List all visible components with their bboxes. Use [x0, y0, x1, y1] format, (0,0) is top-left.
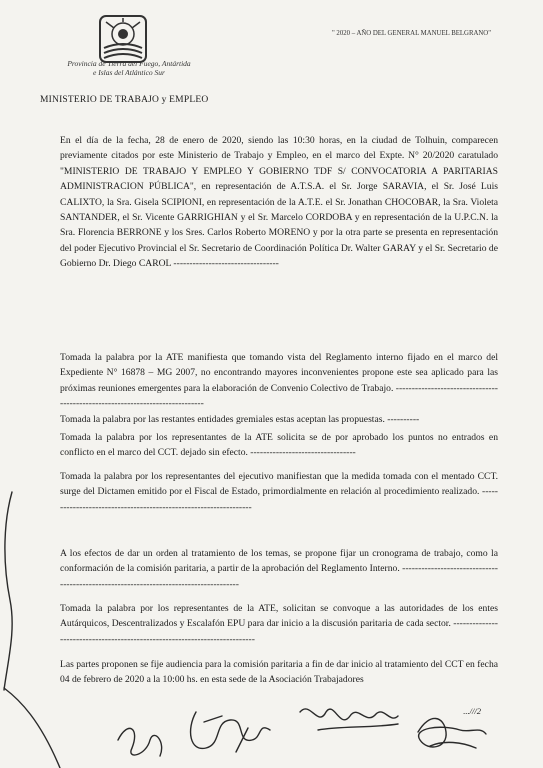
- ministry-name: MINISTERIO DE TRABAJO y EMPLEO: [40, 95, 209, 105]
- paragraph-5: Tomada la palabra por los representantes del ejecutivo manifiestan que la medida tomada con el mentado CCT. surge del Dictamen emitido por el Fiscal de Estado, primordialmente en relación al procedimiento realizado. -----------------------------------------------------------------: [60, 471, 498, 513]
- paragraph-6: A los efectos de dar un orden al tratamiento de los temas, se propone fijar un cronograma de trabajo, como la conformación de la comisión paritaria, a partir de la aprobación del Reglamento Interno. --------------------------------------------------------------------------------------: [60, 548, 498, 590]
- province-line-2: e Islas del Atlántico Sur: [93, 68, 165, 77]
- continuation-mark: ...///2: [463, 706, 481, 716]
- province-crest-icon: [96, 12, 150, 66]
- province-name: [54, 59, 204, 77]
- paragraph-8: Las partes proponen se fije audiencia para la comisión paritaria a fin de dar inicio al tratamiento del CCT en fecha 04 de febrero de 2020 a la 10:00 hs. en esta sede de la Asociación Trabajadores: [60, 659, 498, 686]
- paragraph-1: En el día de la fecha, 28 de enero de 2020, siendo las 10:30 horas, en la ciudad de Tolhuin, comparecen previamente citados por este Ministerio de Trabajo y Empleo, en el marco del Expte. N° 20/2020 caratulado "MINISTERIO DE TRABAJO Y EMPLEO Y GOBIERNO TDF S/ CONVOCATORIA A PARITARIAS ADMINISTRACION PÚBLICA", en representación de A.T.S.A. el Sr. Jorge SARAVIA, el Sr. José Luis CALIXTO, la Sra. Gisela SCIPIONI, en representación de la A.T.E. el Sr. Jonathan CHOCOBAR, la Sra. Violeta SANTANDER, el Sr. Vicente GARRIGHIAN y el Sr. Marcelo CORDOBA y en representación de la U.P.C.N. la Sra. Florencia BERRONE y los Sres. Carlos Roberto MORENO y por la otra parte se presenta en representación del poder Ejecutivo Provincial el Sr. Secretario de Coordinación Política Dr. Walter GARAY y el Sr. Secretario de Gobierno Dr. Diego CAROL ---------------------------------: [60, 135, 498, 270]
- paragraph-2: Tomada la palabra por la ATE manifiesta que tomando vista del Reglamento interno fijado en el marco del Expediente N° 16878 – MG 2007, no encontrando mayores inconvenientes propone este sea aplicado para las próximas reuniones emergentes para la elaboración de Convenio Colectivo de Trabajo. -----------------------------------------------------------------------------: [60, 352, 498, 410]
- paragraph-7: Tomada la palabra por los representantes de la ATE, solicitan se convoque a las autoridades de los entes Autárquicos, Descentralizados y Escalafón EPU para dar inicio a la discusión paritaria de cada sector. ---------------------------------------------------------------------------: [60, 603, 498, 645]
- paragraph-4: Tomada la palabra por los representantes de la ATE solicita se de por aprobado los puntos no entrados en conflicto en el marco del CCT. dejado sin efecto. ---------------------------------: [60, 432, 498, 459]
- province-line-1: Provincia de Tierra del Fuego, Antártida: [67, 59, 191, 68]
- paragraph-3: Tomada la palabra por las restantes entidades gremiales estas aceptan las propuestas. ----------: [60, 414, 420, 425]
- year-motto: " 2020 – AÑO DEL GENERAL MANUEL BELGRANO": [331, 30, 491, 37]
